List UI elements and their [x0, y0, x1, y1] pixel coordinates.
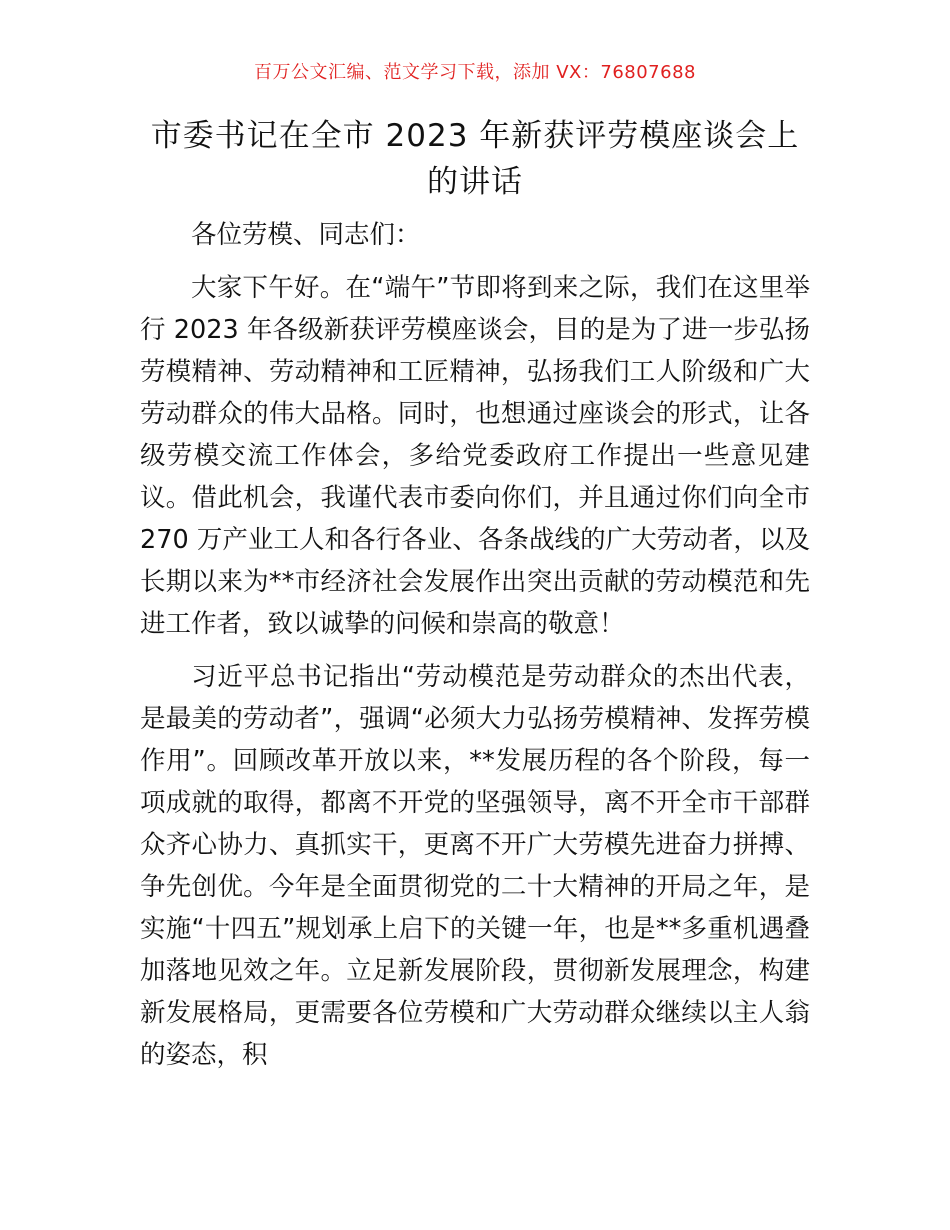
- document-title: 市委书记在全市 2023 年新获评劳模座谈会上的讲话: [150, 118, 800, 200]
- document-body: [140, 214, 810, 1087]
- paragraph-1: 大家下午好。在“端午”节即将到来之际，我们在这里举行 2023 年各级新获评劳模座谈会，目的是为了进一步弘扬劳模精神、劳动精神和工匠精神，弘扬我们工人阶级和广大劳动群众的伟大品格。同时，也想通过座谈会的形式，让各级劳模交流工作体会，多给党委政府工作提出一些意见建议。借此机会，我谨代表市委向你们，并且通过你们向全市 270 万产业工人和各行各业、各条战线的广大劳动者，以及长期以来为**市经济社会发展作出突出贡献的劳动模范和先进工作者，致以诚挚的问候和崇高的敬意！: [140, 273, 810, 639]
- paragraph-2: 习近平总书记指出“劳动模范是劳动群众的杰出代表，是最美的劳动者”，强调“必须大力弘扬劳模精神、发挥劳模作用”。回顾改革开放以来，**发展历程的各个阶段，每一项成就的取得，都离不开党的坚强领导，离不开全市干部群众齐心协力、真抓实干，更离不开广大劳模先进奋力拼搏、争先创优。今年是全面贯彻党的二十大精神的开局之年，是实施“十四五”规划承上启下的关键一年，也是**多重机遇叠加落地见效之年。立足新发展阶段，贯彻新发展理念，构建新发展格局，更需要各位劳模和广大劳动群众继续以主人翁的姿态，积: [140, 662, 810, 1070]
- header-watermark-note: 百万公文汇编、范文学习下载，添加 VX：76807688: [254, 62, 696, 83]
- salutation: 各位劳模、同志们：: [191, 220, 421, 250]
